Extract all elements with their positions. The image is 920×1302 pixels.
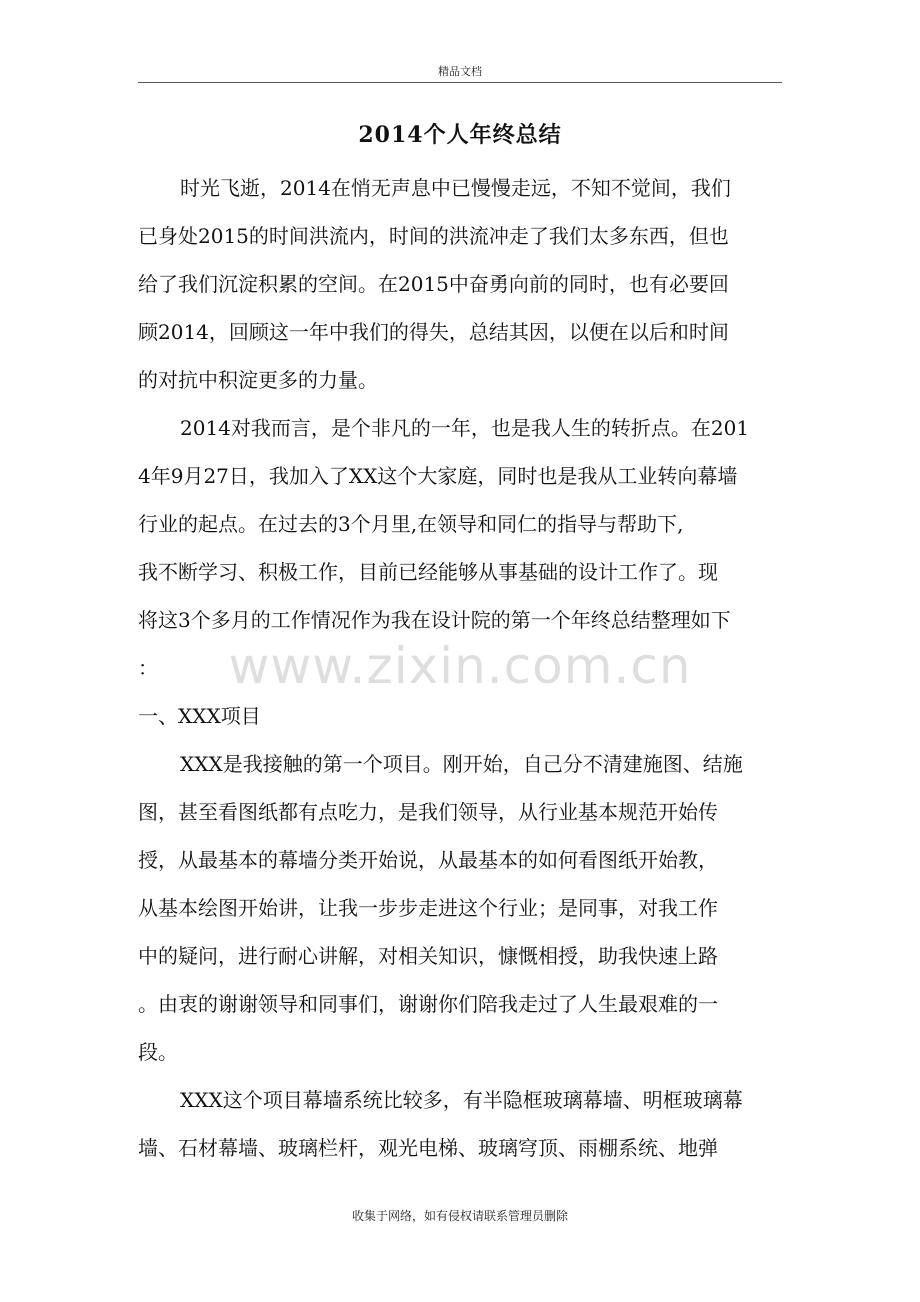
text-line: 中的疑问，进行耐心讲解，对相关知识，慷慨相授，助我快速上路 bbox=[138, 944, 718, 968]
text-line: 我不断学习、积极工作，目前已经能够从事基础的设计工作了。现 bbox=[138, 560, 718, 584]
section-heading: 一、XXX项目 bbox=[138, 704, 261, 728]
text-line: 的对抗中积淀更多的力量。 bbox=[138, 368, 378, 392]
text-line: 行业的起点。在过去的3个月里,在领导和同仁的指导与帮助下, bbox=[138, 512, 684, 536]
text-line: 已身处2015的时间洪流内，时间的洪流冲走了我们太多东西，但也 bbox=[138, 224, 729, 248]
text-line: 墙、石材幕墙、玻璃栏杆，观光电梯、玻璃穹顶、雨棚系统、地弹 bbox=[138, 1136, 718, 1160]
text-line: 2014对我而言，是个非凡的一年，也是我人生的转折点。在201 bbox=[180, 416, 750, 440]
text-line: XXX这个项目幕墙系统比较多，有半隐框玻璃幕墙、明框玻璃幕 bbox=[180, 1088, 743, 1112]
text-line: 从基本绘图开始讲，让我一步步走进这个行业；是同事，对我工作 bbox=[138, 896, 718, 920]
text-line: 授，从最基本的幕墙分类开始说，从最基本的如何看图纸开始教， bbox=[138, 848, 718, 872]
page-footer: 收集于网络，如有侵权请联系管理员删除 bbox=[351, 1209, 568, 1223]
document-body bbox=[138, 164, 782, 1172]
text-line: 图，甚至看图纸都有点吃力，是我们领导，从行业基本规范开始传 bbox=[138, 800, 718, 824]
page-header: 精品文档 bbox=[138, 62, 782, 83]
text-line: XXX是我接触的第一个项目。刚开始，自己分不清建施图、结施 bbox=[180, 752, 743, 776]
text-line: 给了我们沉淀积累的空间。在2015中奋勇向前的同时，也有必要回 bbox=[138, 272, 729, 296]
text-line: 段。 bbox=[138, 1040, 178, 1064]
text-line: 时光飞逝，2014在悄无声息中已慢慢走远，不知不觉间，我们 bbox=[180, 176, 731, 200]
text-line: 将这3个多月的工作情况作为我在设计院的第一个年终总结整理如下 bbox=[138, 608, 731, 632]
text-line: 4年9月27日，我加入了XX这个大家庭，同时也是我从工业转向幕墙 bbox=[138, 464, 738, 488]
text-line: 顾2014，回顾这一年中我们的得失，总结其因，以便在以后和时间 bbox=[138, 320, 729, 344]
document-title: 2014个人年终总结 bbox=[358, 122, 562, 148]
text-line: ： bbox=[138, 656, 158, 680]
text-line: 。由衷的谢谢领导和同事们，谢谢你们陪我走过了人生最艰难的一 bbox=[138, 992, 718, 1016]
watermark: www.zixin.com.cn bbox=[228, 637, 692, 695]
